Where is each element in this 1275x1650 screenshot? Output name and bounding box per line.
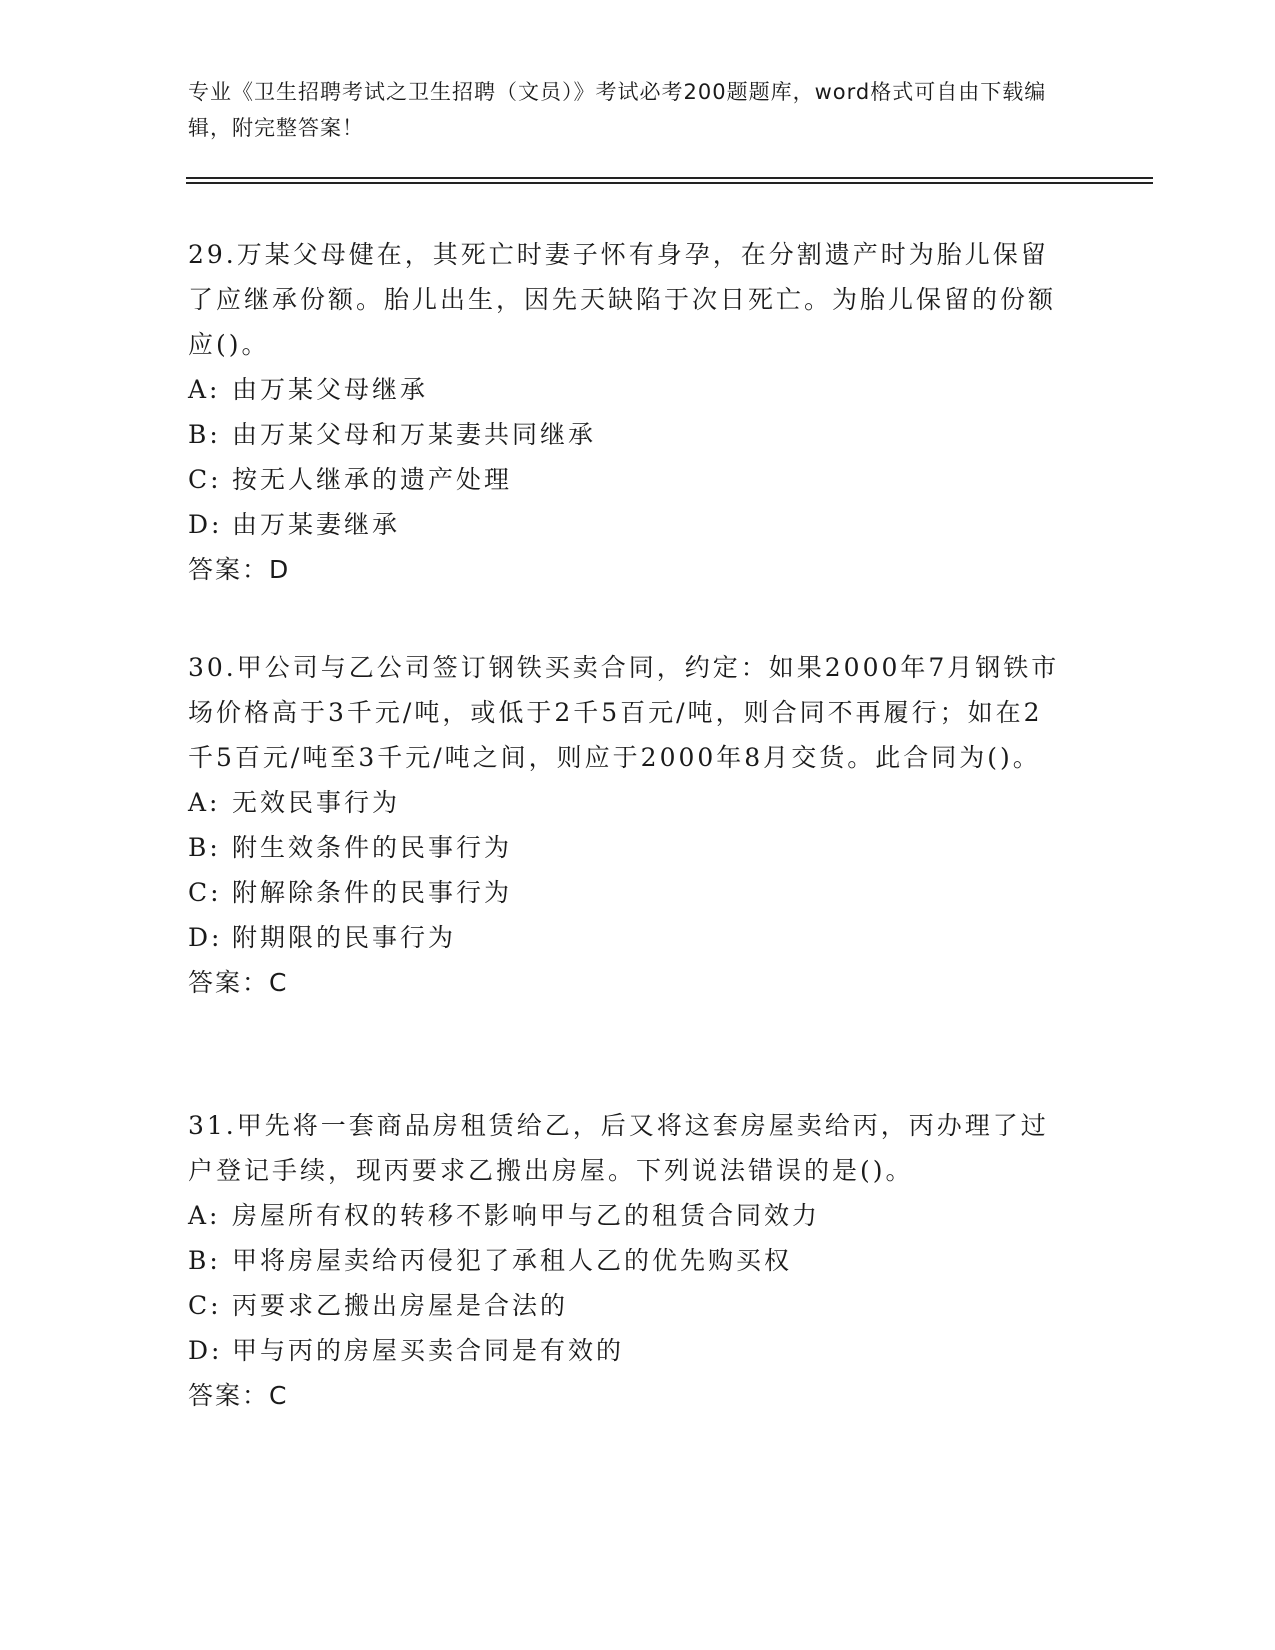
question-stem: 29.万某父母健在，其死亡时妻子怀有身孕，在分割遗产时为胎儿保留了应继承份额。胎儿出生，因先天缺陷于次日死亡。为胎儿保留的份额应()。 — [188, 240, 1057, 359]
option-letter: B: — [188, 1246, 221, 1275]
header-divider-bottom — [186, 182, 1153, 184]
answer-line: 答案：D — [188, 555, 291, 584]
option-letter: C: — [188, 878, 222, 907]
option-b — [188, 825, 1088, 870]
option-text: 甲将房屋卖给丙侵犯了承租人乙的优先购买权 — [232, 1246, 793, 1275]
option-letter: B: — [188, 833, 221, 862]
option-letter: C: — [188, 1291, 222, 1320]
option-b — [188, 412, 1088, 457]
option-letter: A: — [188, 1201, 221, 1230]
option-text: 丙要求乙搬出房屋是合法的 — [232, 1291, 569, 1320]
option-c — [188, 457, 1088, 502]
option-letter: C: — [188, 465, 222, 494]
option-a — [188, 780, 1088, 825]
header-divider-top — [186, 177, 1153, 179]
question-29 — [188, 232, 1088, 592]
option-a — [188, 1193, 1088, 1238]
option-text: 无效民事行为 — [232, 788, 401, 817]
option-c — [188, 870, 1088, 915]
option-letter: A: — [188, 788, 221, 817]
answer-line: 答案：C — [188, 1381, 289, 1410]
option-d — [188, 915, 1088, 960]
option-text: 由万某父母继承 — [232, 375, 429, 404]
document-header: 专业《卫生招聘考试之卫生招聘（文员）》考试必考200题题库，word格式可自由下载编辑，附完整答案！ — [188, 80, 1047, 140]
option-d — [188, 502, 1088, 547]
option-text: 按无人继承的遗产处理 — [232, 465, 513, 494]
question-31 — [188, 1103, 1088, 1418]
answer-line: 答案：C — [188, 968, 289, 997]
option-letter: D: — [188, 510, 223, 539]
option-letter: D: — [188, 923, 223, 952]
question-stem: 30.甲公司与乙公司签订钢铁买卖合同，约定：如果2000年7月钢铁市场价格高于3千元/吨，或低于2千5百元/吨，则合同不再履行；如在2千5百元/吨至3千元/吨之间，则应于2000年8月交货。此合同为()。 — [188, 653, 1060, 772]
option-d — [188, 1328, 1088, 1373]
option-text: 甲与丙的房屋买卖合同是有效的 — [232, 1336, 625, 1365]
option-b — [188, 1238, 1088, 1283]
option-text: 由万某父母和万某妻共同继承 — [232, 420, 597, 449]
option-letter: B: — [188, 420, 221, 449]
option-text: 由万某妻继承 — [232, 510, 401, 539]
option-text: 附生效条件的民事行为 — [232, 833, 513, 862]
option-letter: A: — [188, 375, 221, 404]
question-stem: 31.甲先将一套商品房租赁给乙，后又将这套房屋卖给丙，丙办理了过户登记手续，现丙要求乙搬出房屋。下列说法错误的是()。 — [188, 1111, 1049, 1185]
option-text: 附解除条件的民事行为 — [232, 878, 513, 907]
option-c — [188, 1283, 1088, 1328]
option-text: 附期限的民事行为 — [232, 923, 457, 952]
option-text: 房屋所有权的转移不影响甲与乙的租赁合同效力 — [232, 1201, 821, 1230]
option-a — [188, 367, 1088, 412]
question-30 — [188, 645, 1088, 1005]
option-letter: D: — [188, 1336, 223, 1365]
